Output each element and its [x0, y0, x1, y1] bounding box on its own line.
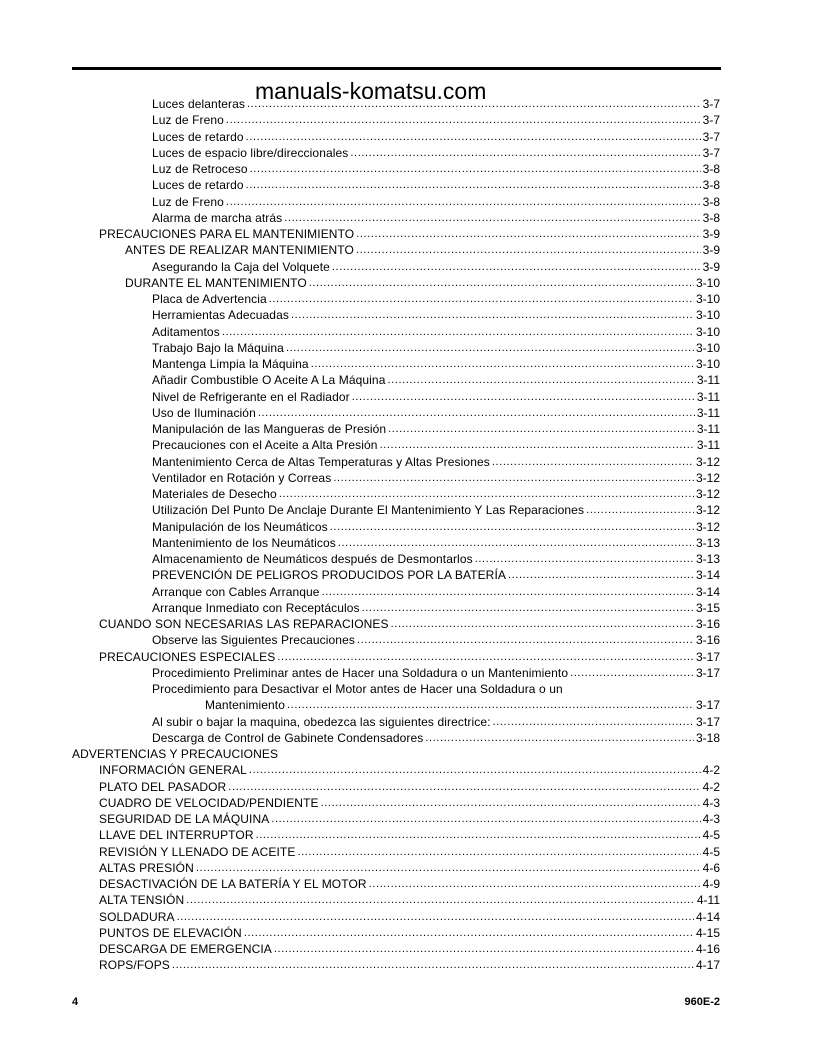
toc-entry-title: Arranque Inmediato con Receptáculos — [152, 600, 360, 615]
dot-leader — [226, 112, 701, 128]
dot-leader — [269, 291, 694, 307]
toc-entry-title: Observe las Siguientes Precauciones — [152, 633, 355, 648]
toc-entry[interactable] — [72, 291, 720, 307]
toc-entry[interactable] — [72, 697, 720, 713]
toc-entry[interactable] — [72, 145, 720, 161]
toc-entry-title: ANTES DE REALIZAR MANTENIMIENTO — [125, 243, 354, 258]
toc-entry-page: 3-10 — [695, 324, 720, 339]
toc-entry-page: 3-9 — [702, 227, 720, 241]
toc-entry[interactable] — [72, 275, 720, 291]
toc-entry-page: 3-14 — [695, 584, 720, 599]
toc-entry[interactable] — [72, 892, 720, 908]
toc-entry-title: CUANDO SON NECESARIAS LAS REPARACIONES — [99, 617, 389, 631]
dot-leader — [228, 779, 700, 795]
dot-leader — [332, 259, 701, 275]
toc-entry[interactable] — [72, 925, 720, 941]
toc-entry[interactable] — [72, 762, 720, 778]
toc-entry[interactable] — [72, 519, 720, 535]
toc-entry-page: 3-7 — [702, 113, 720, 128]
toc-entry-page: 3-8 — [702, 178, 720, 193]
dot-leader — [297, 844, 700, 860]
toc-entry-page: 3-16 — [695, 633, 720, 648]
toc-entry-page: 3-10 — [695, 357, 720, 371]
toc-entry-title: Precauciones con el Aceite a Alta Presión — [152, 438, 378, 453]
dot-leader — [246, 177, 701, 193]
toc-entry[interactable] — [72, 437, 720, 453]
dot-leader — [586, 502, 694, 518]
toc-entry[interactable] — [72, 454, 720, 470]
toc-entry-page: 4-17 — [695, 958, 720, 973]
toc-entry-page: 3-15 — [695, 600, 720, 615]
toc-entry-title: Procedimiento para Desactivar el Motor antes de Hacer una Soldadura o un — [152, 682, 563, 696]
dot-leader — [380, 437, 695, 453]
toc-entry[interactable] — [72, 632, 720, 648]
dot-leader — [246, 129, 701, 145]
toc-entry-page: 4-6 — [702, 860, 720, 875]
toc-entry-title: Nivel de Refrigerante en el Radiador — [152, 389, 350, 404]
toc-entry[interactable] — [72, 112, 720, 128]
toc-entry[interactable] — [72, 421, 720, 437]
toc-entry-title: Mantenimiento de los Neumáticos — [152, 535, 336, 550]
toc-entry-page: 4-16 — [695, 942, 720, 956]
toc-entry-title: ROPS/FOPS — [99, 958, 170, 973]
toc-entry-title: DESCARGA DE EMERGENCIA — [99, 942, 272, 956]
toc-entry-title: Manipulación de las Mangueras de Presión — [152, 422, 387, 436]
toc-entry-title: ALTAS PRESIÓN — [99, 860, 194, 875]
toc-entry[interactable] — [72, 129, 720, 145]
dot-leader — [258, 405, 695, 421]
toc-entry-title: DURANTE EL MANTENIMIENTO — [125, 275, 307, 290]
footer-model: 960E-2 — [684, 996, 720, 1008]
toc-entry[interactable] — [72, 957, 720, 973]
toc-entry[interactable] — [72, 405, 720, 421]
toc-entry-page: 3-7 — [702, 129, 720, 144]
toc-entry-title: Almacenamiento de Neumáticos después de Desmontarlos — [152, 552, 473, 566]
toc-entry-title: Añadir Combustible O Aceite A La Máquina — [152, 373, 386, 388]
dot-leader — [369, 876, 701, 892]
dot-leader — [256, 827, 701, 843]
toc-entry-page: 3-10 — [695, 340, 720, 355]
toc-entry-page: 3-12 — [695, 503, 720, 518]
toc-entry[interactable] — [72, 941, 720, 957]
dot-leader — [356, 226, 700, 242]
toc-entry[interactable] — [72, 535, 720, 551]
dot-leader — [291, 307, 694, 323]
dot-leader — [284, 210, 700, 226]
toc-entry-title: PRECAUCIONES PARA EL MANTENIMIENTO — [99, 227, 355, 241]
dot-leader — [279, 486, 694, 502]
toc-entry-page: 3-8 — [702, 210, 720, 225]
toc-entry[interactable] — [72, 730, 720, 746]
toc-entry-page: 3-13 — [695, 552, 720, 566]
toc-entry-page: 4-3 — [702, 795, 720, 810]
toc-entry-title: DESACTIVACIÓN DE LA BATERÍA Y EL MOTOR — [99, 877, 367, 891]
toc-entry[interactable] — [72, 324, 720, 340]
toc-entry[interactable] — [72, 486, 720, 502]
table-of-contents — [72, 96, 720, 974]
toc-entry-page: 3-11 — [696, 405, 720, 420]
toc-entry[interactable] — [72, 649, 720, 665]
dot-leader — [177, 909, 694, 925]
toc-entry-title: Asegurando la Caja del Volquete — [152, 259, 330, 274]
toc-entry-page: 3-11 — [696, 422, 720, 436]
toc-entry[interactable] — [72, 876, 720, 892]
toc-entry-page: 4-11 — [696, 893, 720, 908]
toc-entry[interactable] — [72, 470, 720, 486]
toc-entry[interactable] — [72, 226, 720, 242]
toc-entry-title: Mantenimiento Cerca de Altas Temperaturas y Altas Presiones — [152, 454, 490, 469]
toc-entry[interactable] — [72, 860, 720, 876]
toc-entry[interactable] — [72, 714, 720, 730]
toc-entry-page: 3-12 — [695, 454, 720, 469]
toc-entry-title: Luz de Retroceso — [152, 162, 248, 176]
dot-leader — [493, 714, 694, 730]
toc-entry-title: Ventilador en Rotación y Correas — [152, 470, 332, 485]
toc-entry[interactable] — [72, 827, 720, 843]
dot-leader — [226, 194, 701, 210]
dot-leader — [321, 795, 701, 811]
toc-entry-title: CUADRO DE VELOCIDAD/PENDIENTE — [99, 795, 319, 810]
toc-entry-page: 3-8 — [702, 162, 720, 176]
toc-entry[interactable] — [72, 242, 720, 258]
toc-entry[interactable] — [72, 389, 720, 405]
toc-entry-title: Descarga de Control de Gabinete Condensadores — [152, 730, 424, 745]
toc-entry-title: REVISIÓN Y LLENADO DE ACEITE — [99, 844, 296, 859]
toc-entry[interactable] — [72, 746, 720, 762]
toc-entry-title: PRECAUCIONES ESPECIALES — [99, 649, 276, 664]
toc-entry-page: 4-3 — [702, 812, 720, 826]
toc-entry[interactable] — [72, 795, 720, 811]
toc-entry-page: 4-15 — [695, 925, 720, 940]
toc-entry-title: Trabajo Bajo la Máquina — [152, 340, 284, 355]
toc-entry-page: 3-11 — [696, 438, 720, 453]
toc-entry-title: Mantenimiento — [205, 698, 286, 713]
toc-entry-page: 3-17 — [695, 649, 720, 664]
toc-entry-title: PLATO DEL PASADOR — [99, 779, 227, 794]
dot-leader — [492, 454, 694, 470]
toc-entry-page: 3-7 — [702, 97, 720, 111]
toc-entry[interactable] — [72, 340, 720, 356]
toc-entry-page: 3-17 — [695, 714, 720, 729]
toc-entry-title: Manipulación de los Neumáticos — [152, 519, 328, 534]
toc-entry[interactable] — [72, 551, 720, 567]
dot-leader — [508, 567, 694, 583]
toc-entry[interactable] — [72, 779, 720, 795]
toc-entry[interactable] — [72, 616, 720, 632]
toc-entry-title: Luces de espacio libre/direccionales — [152, 145, 349, 160]
toc-entry[interactable] — [72, 259, 720, 275]
header-rule — [72, 67, 721, 70]
toc-entry-title: Utilización Del Punto De Anclaje Durante El Mantenimiento Y Las Reparaciones — [152, 503, 585, 518]
toc-entry[interactable] — [72, 96, 720, 112]
toc-entry[interactable] — [72, 665, 720, 681]
toc-entry-page: 3-11 — [696, 389, 720, 404]
dot-leader — [333, 470, 694, 486]
toc-entry-page: 3-14 — [695, 568, 720, 583]
dot-leader — [387, 372, 694, 388]
dot-leader — [222, 324, 694, 340]
toc-entry-title: Uso de Iluminación — [152, 405, 256, 420]
dot-leader — [249, 762, 701, 778]
dot-leader — [330, 519, 694, 535]
dot-leader — [309, 275, 694, 291]
dot-leader — [250, 161, 701, 177]
dot-leader — [475, 551, 694, 567]
toc-entry-title: Herramientas Adecuadas — [152, 308, 289, 323]
toc-entry-title: PUNTOS DE ELEVACIÓN — [99, 925, 242, 940]
toc-entry[interactable] — [72, 681, 720, 697]
dot-leader — [277, 649, 694, 665]
toc-entry-page: 4-14 — [695, 909, 720, 924]
dot-leader — [570, 665, 694, 681]
dot-leader — [356, 242, 701, 258]
dot-leader — [244, 925, 694, 941]
toc-entry[interactable] — [72, 502, 720, 518]
toc-entry-title: LLAVE DEL INTERRUPTOR — [99, 828, 254, 843]
toc-entry-page: 3-10 — [695, 275, 720, 290]
dot-leader — [352, 389, 695, 405]
toc-entry[interactable] — [72, 584, 720, 600]
toc-entry-title: SOLDADURA — [99, 909, 175, 924]
toc-entry-page: 4-5 — [702, 828, 720, 843]
toc-entry-title: Luz de Freno — [152, 194, 224, 209]
toc-entry-page: 3-11 — [696, 373, 720, 388]
toc-entry-page: 3-12 — [695, 487, 720, 501]
dot-leader — [172, 957, 694, 973]
dot-leader — [311, 356, 694, 372]
dot-leader — [425, 730, 694, 746]
dot-leader — [287, 697, 694, 713]
toc-entry-page: 3-16 — [695, 617, 720, 631]
dot-leader — [247, 96, 701, 112]
toc-entry-page: 4-5 — [702, 844, 720, 859]
toc-entry-page: 3-18 — [695, 730, 720, 745]
toc-entry[interactable] — [72, 210, 720, 226]
toc-entry[interactable] — [72, 811, 720, 827]
dot-leader — [391, 616, 694, 632]
toc-entry-title: Placa de Advertencia — [152, 292, 267, 306]
toc-entry-page: 3-9 — [702, 259, 720, 274]
dot-leader — [338, 535, 694, 551]
toc-entry-page: 3-7 — [702, 145, 720, 160]
toc-entry[interactable] — [72, 194, 720, 210]
dot-leader — [362, 600, 694, 616]
toc-entry[interactable] — [72, 600, 720, 616]
dot-leader — [271, 811, 700, 827]
toc-entry-page: 3-13 — [695, 535, 720, 550]
toc-entry-page: 3-12 — [695, 519, 720, 534]
toc-entry-title: Procedimiento Preliminar antes de Hacer una Soldadura o un Mantenimiento — [152, 665, 569, 680]
toc-entry-page: 3-10 — [695, 292, 720, 306]
dot-leader — [186, 892, 695, 908]
toc-entry-title: ALTA TENSIÓN — [99, 893, 185, 908]
toc-entry[interactable] — [72, 356, 720, 372]
toc-entry-page: 3-9 — [702, 243, 720, 258]
toc-entry-title: Mantenga Limpia la Máquina — [152, 357, 309, 371]
watermark: manuals-komatsu.com — [255, 78, 487, 104]
toc-entry-page: 3-10 — [695, 308, 720, 323]
toc-entry[interactable] — [72, 844, 720, 860]
toc-entry-page: 3-17 — [695, 698, 720, 713]
toc-entry-page: 4-9 — [702, 877, 720, 891]
toc-entry[interactable] — [72, 161, 720, 177]
toc-entry-title: PREVENCIÓN DE PELIGROS PRODUCIDOS POR LA BATERÍA — [152, 568, 506, 583]
toc-entry-title: Materiales de Desecho — [152, 487, 277, 501]
toc-entry-title: Luces de retardo — [152, 129, 244, 144]
dot-leader — [286, 340, 694, 356]
toc-entry-title: Luz de Freno — [152, 113, 224, 128]
toc-entry-title: SEGURIDAD DE LA MÁQUINA — [99, 812, 270, 826]
dot-leader — [274, 941, 694, 957]
dot-leader — [388, 421, 695, 437]
toc-entry-title: Alarma de marcha atrás — [152, 210, 283, 225]
toc-entry[interactable] — [72, 372, 720, 388]
toc-entry-title: Al subir o bajar la maquina, obedezca las siguientes directrice: — [152, 714, 491, 729]
dot-leader — [322, 584, 694, 600]
toc-entry-title: Arranque con Cables Arranque — [152, 584, 320, 599]
toc-entry-page: 3-8 — [702, 194, 720, 209]
footer-page-number: 4 — [72, 996, 79, 1008]
toc-entry-title: ADVERTENCIAS Y PRECAUCIONES — [72, 747, 279, 761]
toc-entry-page: 3-17 — [695, 665, 720, 680]
toc-entry-page: 3-12 — [695, 470, 720, 485]
toc-entry[interactable] — [72, 567, 720, 583]
toc-entry[interactable] — [72, 177, 720, 193]
dot-leader — [357, 632, 694, 648]
toc-entry-title: Luces de retardo — [152, 178, 244, 193]
toc-entry-page: 4-2 — [702, 763, 720, 778]
dot-leader — [196, 860, 701, 876]
toc-entry-title: Aditamentos — [152, 324, 220, 339]
toc-entry[interactable] — [72, 307, 720, 323]
dot-leader — [350, 145, 700, 161]
toc-entry-title: INFORMACIÓN GENERAL — [99, 763, 247, 778]
toc-entry[interactable] — [72, 909, 720, 925]
toc-entry-page: 4-2 — [702, 779, 720, 794]
toc-entry-title: Luces delanteras — [152, 97, 245, 111]
